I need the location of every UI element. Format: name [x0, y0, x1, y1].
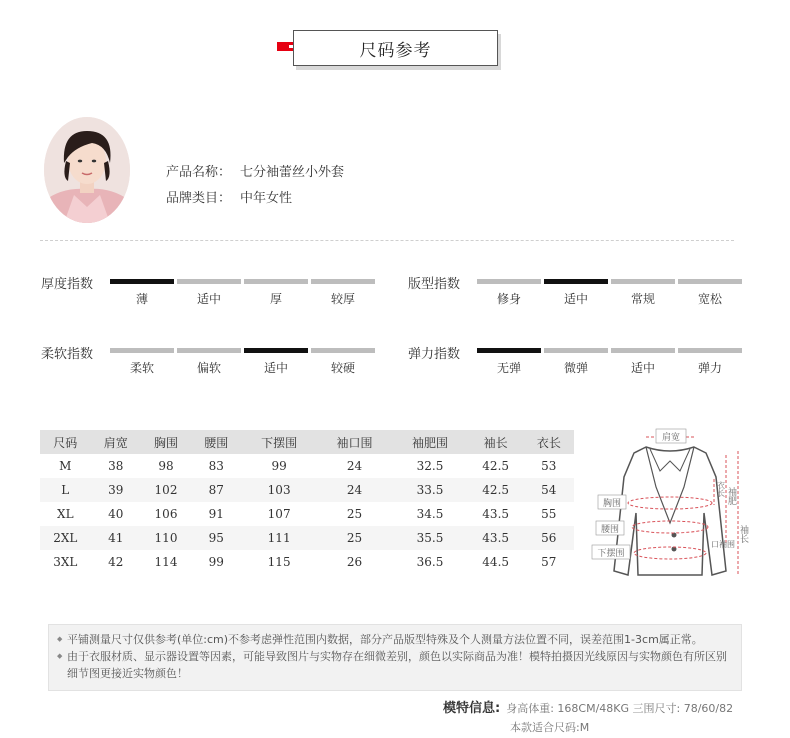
- size-table-header: [40, 430, 574, 454]
- softness-bar: [110, 348, 174, 353]
- table-cell: 110: [141, 526, 191, 550]
- elasticity-index-labels: [477, 359, 742, 376]
- thickness-index-title: 厚度指数: [41, 277, 94, 292]
- elasticity-bar: [544, 348, 608, 353]
- table-row: [40, 526, 574, 550]
- thickness-bar: [110, 279, 174, 284]
- table-row: [40, 550, 574, 574]
- table-cell: 43.5: [468, 526, 524, 550]
- elasticity-bar: [477, 348, 541, 353]
- table-cell: M: [59, 459, 72, 473]
- product-name-value: 七分袖蕾丝小外套: [240, 165, 345, 180]
- thickness-option: 厚: [269, 292, 282, 306]
- model-info: [443, 699, 734, 734]
- hem-label: 下摆围: [597, 549, 625, 559]
- table-cell: 24: [317, 478, 392, 502]
- size-table: [40, 430, 574, 574]
- fit-bar: [611, 279, 675, 284]
- table-cell: XL: [57, 507, 74, 521]
- thickness-bar: [177, 279, 241, 284]
- model-suitable-size: 本款适合尺码:M: [510, 721, 590, 734]
- thickness-option: 适中: [196, 292, 221, 306]
- chest-label: 胸围: [602, 499, 622, 509]
- elasticity-index-bars: [477, 348, 742, 353]
- fit-bar: [544, 279, 608, 284]
- softness-bar: [177, 348, 241, 353]
- column-header: 袖口围: [317, 430, 392, 454]
- fit-option: 修身: [496, 292, 521, 306]
- table-cell: 91: [208, 507, 224, 521]
- table-cell: 115: [267, 555, 291, 569]
- softness-index-bars: [110, 348, 375, 353]
- table-cell: 40: [108, 507, 124, 521]
- column-header: 袖长: [468, 430, 524, 454]
- column-header: 衣长: [524, 430, 574, 454]
- brand-category-value: 中年女性: [240, 191, 293, 206]
- table-cell: 99: [271, 459, 287, 473]
- table-cell: 114: [154, 555, 178, 569]
- table-cell: L: [40, 478, 91, 502]
- table-cell: 43.5: [482, 507, 510, 521]
- table-cell: 2XL: [40, 526, 91, 550]
- model-avatar: [44, 117, 130, 223]
- softness-option: 柔软: [129, 361, 154, 375]
- table-row: [40, 502, 574, 526]
- notice-line: ◆ 平铺测量尺寸仅供参考(单位:cm)不参考虑弹性范围内数据，部分产品版型特殊及个人测量方法位置不同，误差范围1-3cm属正常。: [57, 631, 731, 648]
- table-cell: 99: [208, 555, 224, 569]
- table-cell: 42.5: [482, 459, 510, 473]
- table-cell: 3XL: [53, 555, 78, 569]
- thickness-option: 较厚: [330, 292, 355, 306]
- product-name-label: 产品名称：: [166, 165, 232, 180]
- thickness-index-bars: [110, 279, 375, 284]
- notice-box: [48, 624, 742, 691]
- jacket-collar: [650, 449, 690, 471]
- column-header: 肩宽: [91, 430, 141, 454]
- fit-bar: [477, 279, 541, 284]
- table-cell: 25: [317, 526, 392, 550]
- fit-option: 适中: [563, 292, 588, 306]
- table-cell: 35.5: [392, 526, 467, 550]
- fit-index-labels: [477, 290, 742, 307]
- model-info-title: 模特信息:: [443, 701, 501, 716]
- table-cell: 83: [208, 459, 224, 473]
- fit-bar: [678, 279, 742, 284]
- table-cell: 55: [541, 507, 557, 521]
- table-cell: 24: [346, 459, 363, 473]
- softness-index-labels: [110, 359, 375, 376]
- table-cell: 44.5: [482, 555, 510, 569]
- waist-label: 腰围: [600, 525, 620, 535]
- softness-bar: [244, 348, 308, 353]
- thickness-index-labels: [110, 290, 375, 307]
- table-row: [40, 454, 574, 478]
- table-cell: 42: [108, 555, 124, 569]
- thickness-option: 薄: [135, 292, 148, 306]
- table-cell: 106: [154, 507, 178, 521]
- table-cell: 87: [191, 478, 241, 502]
- table-cell: 26: [346, 555, 363, 569]
- table-cell: 25: [346, 507, 363, 521]
- chest-line: [628, 497, 712, 509]
- divider: [40, 240, 734, 241]
- column-header: 下摆围: [241, 430, 316, 454]
- column-header: 尺码: [40, 430, 91, 454]
- sleeve-length-label: 袖长: [738, 525, 748, 543]
- hem-line: [634, 547, 706, 559]
- table-cell: 53: [541, 459, 557, 473]
- softness-option: 较硬: [330, 361, 355, 375]
- jacket-measurement-diagram: [590, 425, 750, 585]
- table-cell: 102: [141, 478, 191, 502]
- table-cell: 42.5: [468, 478, 524, 502]
- product-info: [166, 160, 344, 212]
- table-cell: 38: [108, 459, 124, 473]
- fit-option: 常规: [630, 292, 655, 306]
- sleeve-width-label: 袖肥: [726, 487, 736, 505]
- table-cell: 103: [241, 478, 316, 502]
- elasticity-bar: [678, 348, 742, 353]
- table-cell: 39: [91, 478, 141, 502]
- page-title: 尺码参考: [293, 30, 498, 66]
- table-cell: 56: [524, 526, 574, 550]
- table-cell: 34.5: [416, 507, 444, 521]
- cuff-label: 口袖围: [711, 540, 735, 549]
- product-name-row: [166, 160, 344, 186]
- jacket-lapel: [646, 447, 694, 523]
- elasticity-bar: [611, 348, 675, 353]
- table-cell: 32.5: [416, 459, 444, 473]
- softness-option: 适中: [263, 361, 288, 375]
- section-title: [293, 30, 498, 66]
- table-cell: 95: [191, 526, 241, 550]
- elasticity-option: 弹力: [697, 361, 722, 375]
- elasticity-option: 适中: [630, 361, 655, 375]
- model-measurements: 身高体重: 168CM/48KG 三围尺寸: 78/60/82: [506, 702, 734, 715]
- table-cell: 36.5: [416, 555, 444, 569]
- softness-bar: [311, 348, 375, 353]
- length-label: 衣长: [716, 481, 726, 497]
- table-row: [40, 478, 574, 502]
- softness-option: 偏软: [196, 361, 221, 375]
- thickness-bar: [311, 279, 375, 284]
- brand-category-label: 品牌类目：: [166, 191, 232, 206]
- elasticity-option: 无弹: [496, 361, 521, 375]
- thickness-bar: [244, 279, 308, 284]
- table-cell: 33.5: [392, 478, 467, 502]
- table-cell: 54: [524, 478, 574, 502]
- elasticity-index-title: 弹力指数: [408, 347, 461, 362]
- fit-index-bars: [477, 279, 742, 284]
- column-header: 胸围: [141, 430, 191, 454]
- notice-line: ◆ 由于衣服材质、显示器设置等因素，可能导致图片与实物存在细微差别，颜色以实际商品为准！模特拍摄因光线原因与实物颜色有所区别细节图更接近实物颜色！: [57, 648, 731, 682]
- table-cell: 57: [541, 555, 557, 569]
- softness-index-title: 柔软指数: [41, 347, 94, 362]
- table-cell: 41: [91, 526, 141, 550]
- table-cell: 107: [267, 507, 291, 521]
- column-header: 袖肥围: [392, 430, 467, 454]
- brand-category-row: [166, 186, 344, 212]
- column-header: 腰围: [191, 430, 241, 454]
- fit-option: 宽松: [697, 292, 722, 306]
- elasticity-option: 微弹: [563, 361, 588, 375]
- table-cell: 111: [241, 526, 316, 550]
- shoulder-label: 肩宽: [661, 433, 681, 443]
- jacket-outline: [614, 447, 726, 575]
- fit-index-title: 版型指数: [408, 277, 461, 292]
- table-cell: 98: [158, 459, 174, 473]
